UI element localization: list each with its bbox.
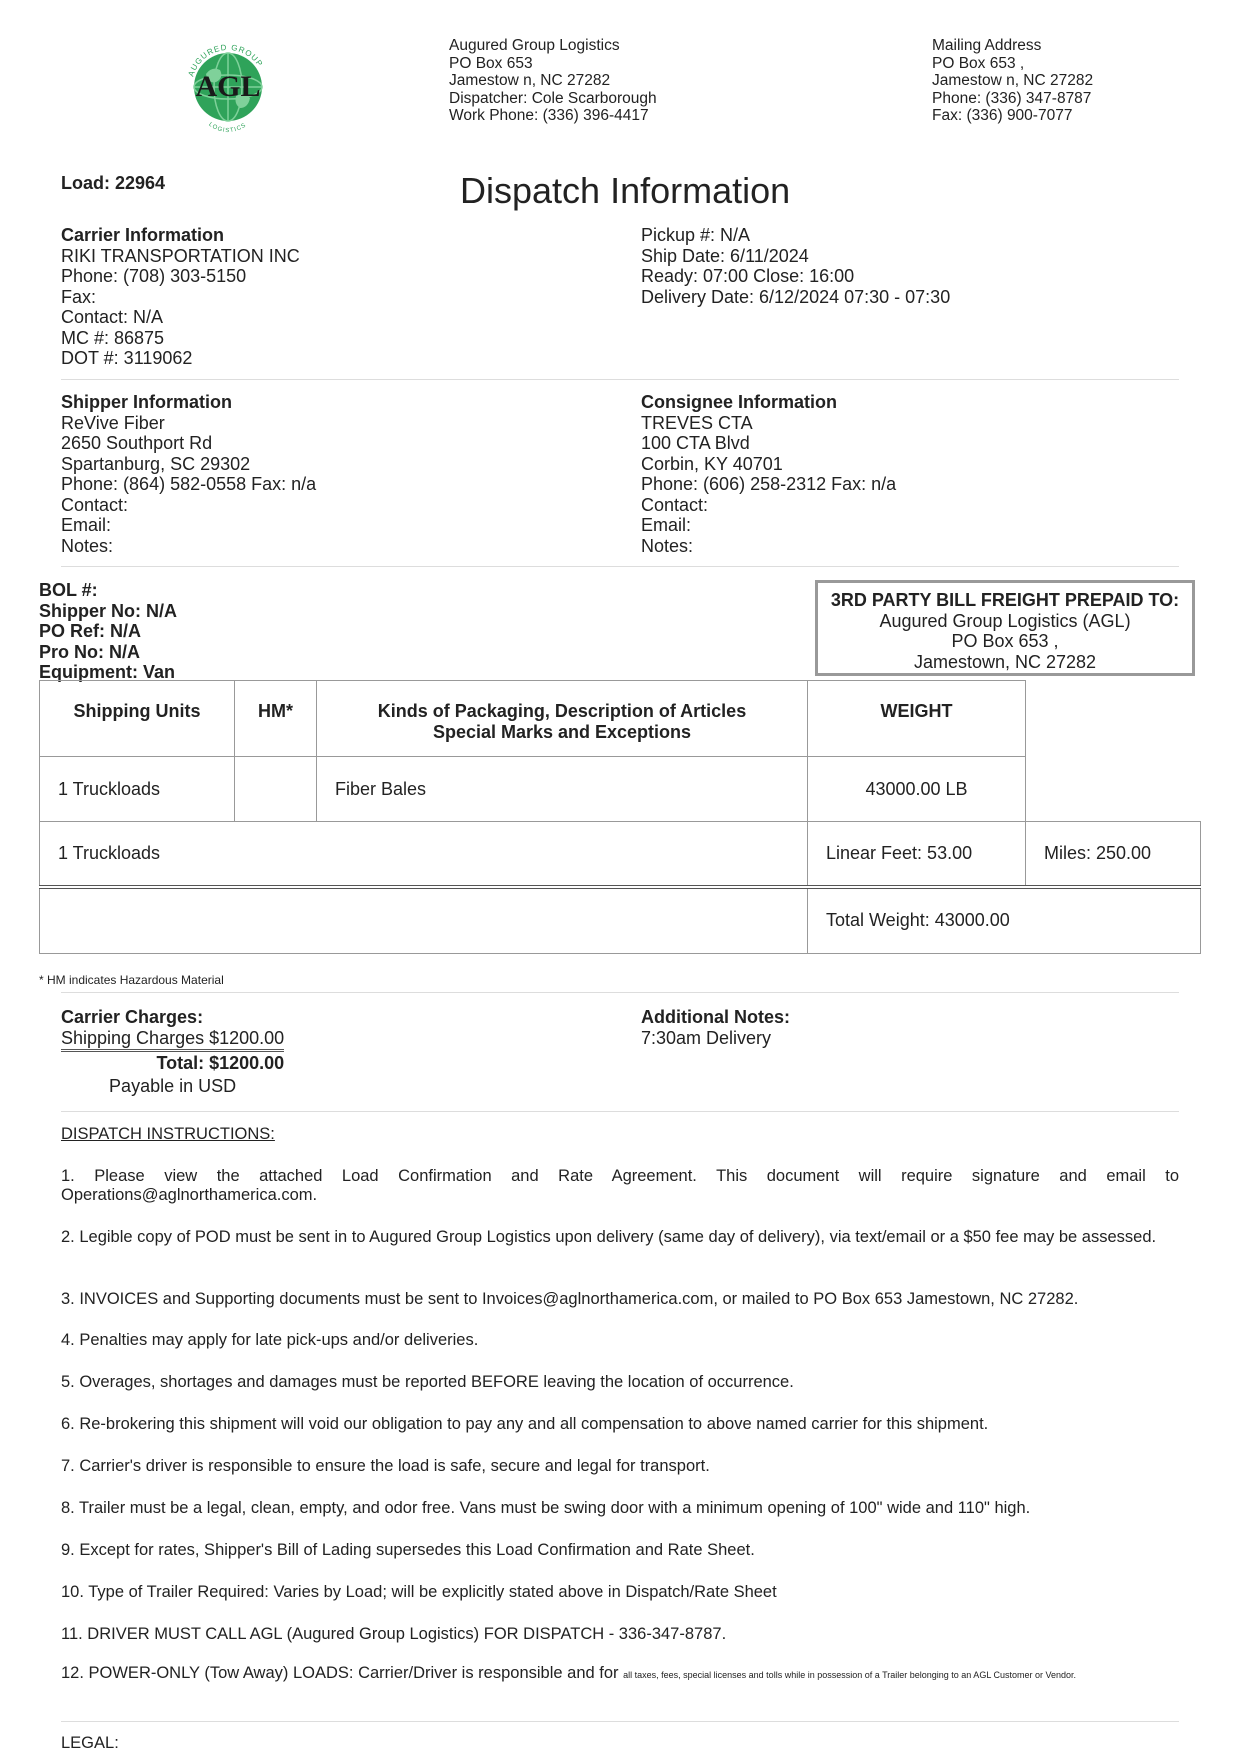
carrier-mc: MC #: 86875 [61, 327, 165, 348]
header-description-line1: Kinds of Packaging, Description of Articles [377, 701, 747, 721]
shipper-info [61, 392, 316, 556]
header-hm: HM* [235, 681, 317, 757]
divider [61, 379, 1179, 380]
company-name: Augured Group Logistics [449, 37, 620, 54]
page-title: Dispatch Information [460, 170, 791, 211]
carrier-heading: Carrier Information [61, 225, 225, 245]
instruction-7: 7. Carrier's driver is responsible to ensure the load is safe, secure and legal for transport. [61, 1457, 710, 1475]
instruction-11: 11. DRIVER MUST CALL AGL (Augured Group Logistics) FOR DISPATCH - 336-347-8787. [61, 1625, 727, 1643]
row-units: 1 Truckloads [40, 757, 235, 822]
bol-number: BOL #: [39, 580, 98, 600]
shipping-charges: Shipping Charges $1200.00 [61, 1028, 284, 1053]
svg-text:AUGURED GROUP: AUGURED GROUP [186, 42, 265, 78]
summary-units: 1 Truckloads [40, 822, 808, 887]
carrier-name: RIKI TRANSPORTATION INC [61, 245, 300, 266]
additional-notes [641, 1007, 790, 1048]
mailing-address [932, 37, 1093, 125]
shipper-name: ReVive Fiber [61, 412, 165, 433]
divider [61, 1721, 1179, 1722]
load-number: Load: 22964 [61, 173, 166, 193]
total-spacer [40, 887, 808, 954]
equipment: Equipment: Van [39, 662, 176, 682]
summary-linear-feet: Linear Feet: 53.00 [808, 822, 1026, 887]
charges-heading: Carrier Charges: [61, 1007, 204, 1027]
bill-to-city: Jamestown, NC 27282 [913, 651, 1097, 672]
consignee-street: 100 CTA Blvd [641, 433, 750, 453]
company-logo [178, 34, 278, 134]
bill-to-box [815, 580, 1195, 676]
consignee-heading: Consignee Information [641, 392, 838, 412]
consignee-info [641, 392, 896, 556]
shipper-email: Email: [61, 515, 112, 535]
carrier-info [61, 225, 300, 369]
summary-miles: Miles: 250.00 [1026, 822, 1201, 887]
row-weight: 43000.00 LB [808, 757, 1026, 822]
instruction-4: 4. Penalties may apply for late pick-ups and/or deliveries. [61, 1331, 479, 1349]
instruction-9: 9. Except for rates, Shipper's Bill of Lading supersedes this Load Confirmation and Rate Sheet. [61, 1541, 755, 1559]
shipper-notes: Notes: [61, 535, 114, 556]
shipper-city: Spartanburg, SC 29302 [61, 453, 251, 474]
empty-cell [1026, 681, 1201, 822]
total-weight: Total Weight: 43000.00 [808, 887, 1201, 954]
shipper-street: 2650 Southport Rd [61, 433, 213, 453]
header-description-line2: Special Marks and Exceptions [432, 722, 692, 742]
instruction-1: 1. Please view the attached Load Confirmation and Rate Agreement. This document will require signature and email to Operations@aglnorthamerica.com. [61, 1167, 1179, 1204]
delivery-date: Delivery Date: 6/12/2024 07:30 - 07:30 [641, 286, 951, 307]
mailing-box: PO Box 653 , [932, 54, 1025, 72]
summary-row [40, 822, 1201, 887]
shipper-phone: Phone: (864) 582-0558 Fax: n/a [61, 474, 317, 494]
mailing-label: Mailing Address [932, 37, 1042, 54]
carrier-fax: Fax: [61, 286, 97, 307]
instructions-heading: DISPATCH INSTRUCTIONS: [61, 1125, 275, 1143]
instruction-2: 2. Legible copy of POD must be sent in to Augured Group Logistics upon delivery (same day of delivery), via text/email or a $50 fee may be assessed. [61, 1228, 1157, 1246]
carrier-charges [61, 1007, 284, 1096]
instruction-12-fineprint: all taxes, fees, special licenses and tolls while in possession of a Trailer belonging to an AGL Customer or Vendor. [623, 1670, 1077, 1680]
table-header-row [40, 681, 1201, 757]
pickup-info [641, 225, 950, 307]
divider [61, 992, 1179, 993]
bill-to-heading: 3RD PARTY BILL FREIGHT PREPAID TO: [830, 590, 1180, 610]
svg-text:AGL: AGL [195, 70, 261, 103]
ship-date: Ship Date: 6/11/2024 [641, 245, 809, 266]
consignee-city: Corbin, KY 40701 [641, 453, 783, 474]
carrier-contact: Contact: N/A [61, 307, 164, 327]
consignee-name: TREVES CTA [641, 412, 753, 433]
instruction-12-main: 12. POWER-ONLY (Tow Away) LOADS: Carrier/Driver is responsible and for [61, 1664, 619, 1682]
row-description: Fiber Bales [317, 757, 808, 822]
divider [61, 566, 1179, 567]
notes-heading: Additional Notes: [641, 1007, 790, 1027]
consignee-email: Email: [641, 515, 692, 535]
header-shipping-units: Shipping Units [40, 681, 235, 757]
notes-text: 7:30am Delivery [641, 1027, 772, 1048]
pickup-number: Pickup #: N/A [641, 225, 751, 245]
svg-text:LOGISTICS: LOGISTICS [207, 121, 248, 134]
total-row [40, 887, 1201, 954]
shipper-contact: Contact: [61, 494, 129, 515]
charges-currency: Payable in USD [109, 1075, 237, 1096]
company-box: PO Box 653 [449, 54, 533, 72]
pro-number: Pro No: N/A [39, 641, 140, 662]
carrier-dot: DOT #: 3119062 [61, 348, 193, 368]
work-phone: Work Phone: (336) 396-4417 [449, 107, 649, 124]
charges-total: Total: $1200.00 [156, 1053, 285, 1073]
carrier-phone: Phone: (708) 303-5150 [61, 266, 247, 286]
header-weight: WEIGHT [808, 681, 1026, 757]
instruction-10: 10. Type of Trailer Required: Varies by Load; will be explicitly stated above in Dispatch/Rate Sheet [61, 1583, 777, 1601]
instruction-12 [61, 1664, 1179, 1682]
hm-footnote: * HM indicates Hazardous Material [39, 973, 224, 987]
dispatcher: Dispatcher: Cole Scarborough [449, 89, 657, 107]
company-city: Jamestow n, NC 27282 [449, 72, 611, 89]
shipper-number: Shipper No: N/A [39, 600, 177, 621]
ready-close: Ready: 07:00 Close: 16:00 [641, 266, 855, 286]
instruction-8: 8. Trailer must be a legal, clean, empty, and odor free. Vans must be swing door with a minimum opening of 100" wide and 110" high. [61, 1499, 1031, 1517]
consignee-contact: Contact: [641, 494, 709, 515]
header-description [317, 681, 808, 757]
divider [61, 1111, 1179, 1112]
consignee-notes: Notes: [641, 535, 694, 556]
bill-to-name: Augured Group Logistics (AGL) [879, 610, 1131, 631]
row-hm [235, 757, 317, 822]
mailing-phone: Phone: (336) 347-8787 [932, 89, 1092, 107]
company-address [449, 37, 657, 125]
shipping-table [39, 680, 1201, 954]
legal-heading: LEGAL: [61, 1734, 119, 1752]
reference-numbers [39, 580, 177, 683]
instruction-6: 6. Re-brokering this shipment will void our obligation to pay any and all compensation to above named carrier for this shipment. [61, 1415, 989, 1433]
bill-to-box-line: PO Box 653 , [951, 631, 1059, 651]
instruction-5: 5. Overages, shortages and damages must be reported BEFORE leaving the location of occurrence. [61, 1373, 794, 1391]
instruction-3: 3. INVOICES and Supporting documents must be sent to Invoices@aglnorthamerica.com, or mailed to PO Box 653 Jamestown, NC 27282. [61, 1290, 1079, 1308]
consignee-phone: Phone: (606) 258-2312 Fax: n/a [641, 474, 897, 494]
mailing-city: Jamestow n, NC 27282 [932, 72, 1094, 89]
shipper-heading: Shipper Information [61, 392, 232, 412]
mailing-fax: Fax: (336) 900-7077 [932, 107, 1073, 124]
po-ref: PO Ref: N/A [39, 621, 142, 641]
